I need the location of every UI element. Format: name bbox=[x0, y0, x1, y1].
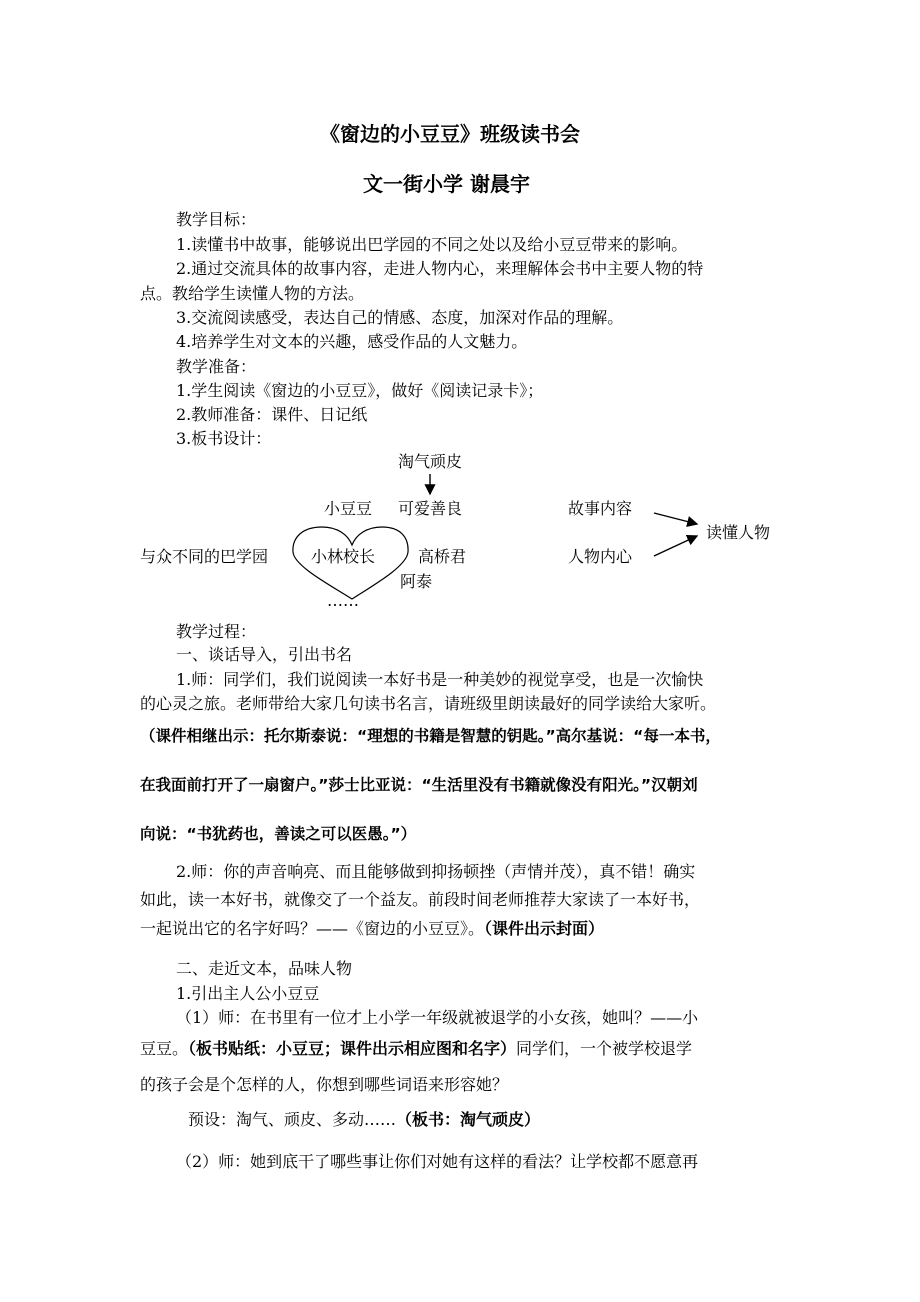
prep-item: 1.学生阅读《窗边的小豆豆》，做好《阅读记录卡》； bbox=[176, 381, 544, 400]
goal-item: 1.读懂书中故事，能够说出巴学园的不同之处以及给小豆豆带来的影响。 bbox=[176, 235, 688, 254]
paragraph-line bbox=[188, 1110, 540, 1130]
paragraph-text: 一起说出它的名字好吗？——《窗边的小豆豆》。 bbox=[140, 919, 485, 938]
section-heading: 一、谈话导入，引出书名 bbox=[176, 645, 353, 664]
board-ellipsis: …… bbox=[327, 591, 359, 610]
board-trait-label: 可爱善良 bbox=[398, 499, 463, 518]
board-top-label: 淘气顽皮 bbox=[398, 452, 463, 471]
process-heading: 教学过程： bbox=[176, 622, 257, 641]
paragraph-text: 豆豆。 bbox=[140, 1039, 189, 1058]
prep-item: 3.板书设计： bbox=[176, 429, 272, 448]
document-title: 《窗边的小豆豆》班级读书会 bbox=[320, 122, 580, 146]
paragraph-text: 同学们，一个被学校退学 bbox=[516, 1039, 693, 1058]
board-left-label: 与众不同的巴学园 bbox=[140, 547, 269, 566]
paragraph-line: 如此，读一本好书，就像交了一个益友。前段时间老师推荐大家读了一本好书， bbox=[140, 890, 701, 909]
bold-note: （课件出示封面） bbox=[484, 919, 605, 938]
arrow-story bbox=[654, 513, 697, 524]
board-person-label: 阿泰 bbox=[400, 572, 433, 591]
bold-note: （板书贴纸：小豆豆；课件出示相应图和名字） bbox=[188, 1039, 517, 1058]
goal-item: 2.通过交流具体的故事内容，走进人物内心，来理解体会书中主要人物的特 bbox=[176, 259, 704, 278]
paragraph-line: 的心灵之旅。老师带给大家几句读书名言，请班级里朗读最好的同学读给大家听。 bbox=[140, 694, 717, 713]
prep-item: 2.教师准备：课件、日记纸 bbox=[176, 405, 368, 424]
subsection-heading: 1.引出主人公小豆豆 bbox=[176, 984, 320, 1003]
bold-note: （板书：淘气顽皮） bbox=[396, 1110, 541, 1129]
board-result-label: 读懂人物 bbox=[706, 523, 771, 542]
quote-line: 在我面前打开了一扇窗户。”莎士比亚说：“生活里没有书籍就像没有阳光。”汉朝刘 bbox=[140, 776, 698, 794]
paragraph-line bbox=[140, 1039, 692, 1059]
paragraph-line: 2.师：你的声音响亮、而且能够做到抑扬顿挫（声情并茂），真不错！确实 bbox=[176, 862, 696, 881]
goal-item: 点。教给学生读懂人物的方法。 bbox=[140, 284, 365, 303]
paragraph-line: 1.师：同学们，我们说阅读一本好书是一种美妙的视觉享受，也是一次愉快 bbox=[176, 670, 704, 689]
paragraph-line: （2）师：她到底干了哪些事让你们对她有这样的看法？让学校都不愿意再 bbox=[176, 1152, 699, 1171]
board-name-label: 小豆豆 bbox=[324, 499, 373, 518]
arrow-inner bbox=[654, 536, 697, 556]
goal-item: 3.交流阅读感受，表达自己的情感、态度，加深对作品的理解。 bbox=[176, 308, 624, 327]
paragraph-text: 预设：淘气、顽皮、多动…… bbox=[188, 1110, 397, 1129]
prep-heading: 教学准备： bbox=[176, 357, 257, 376]
board-heart-label: 小林校长 bbox=[311, 547, 376, 566]
goals-heading: 教学目标： bbox=[176, 210, 257, 229]
paragraph-line: （1）师：在书里有一位才上小学一年级就被退学的小女孩，她叫？——小 bbox=[176, 1008, 699, 1027]
section-heading: 二、走近文本，品味人物 bbox=[176, 959, 353, 978]
board-story-label: 故事内容 bbox=[568, 499, 633, 518]
author-line: 文一街小学 谢晨宇 bbox=[363, 172, 530, 196]
quote-line: （课件相继出示：托尔斯泰说：“理想的书籍是智慧的钥匙。”高尔基说：“每一本书， bbox=[140, 727, 721, 745]
goal-item: 4.培养学生对文本的兴趣，感受作品的人文魅力。 bbox=[176, 332, 528, 351]
quote-line: 向说：“书犹药也，善读之可以医愚。”） bbox=[140, 825, 417, 843]
paragraph-line: 的孩子会是个怎样的人，你想到哪些词语来形容她？ bbox=[140, 1075, 509, 1094]
board-inner-label: 人物内心 bbox=[568, 547, 633, 566]
board-person-label: 高桥君 bbox=[418, 547, 467, 566]
paragraph-line bbox=[140, 919, 604, 939]
